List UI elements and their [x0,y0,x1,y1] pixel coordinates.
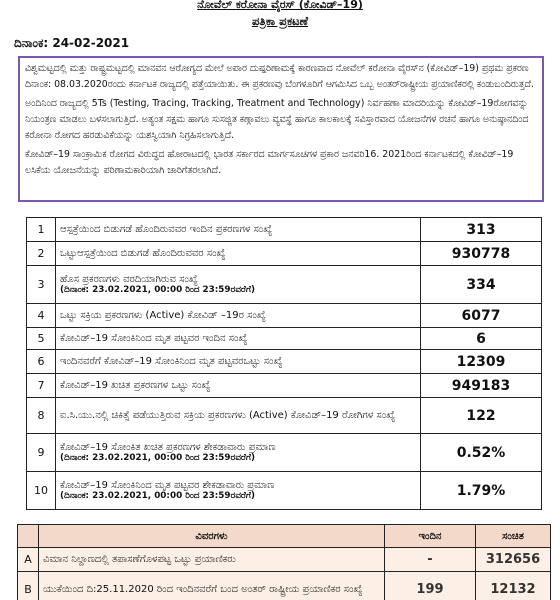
row-label-cell [56,266,421,304]
release-date: ದಿನಾಂಕ: 24-02-2021 [14,36,130,50]
row-number: 8 [27,398,56,434]
row-total-value: 312656 [476,548,551,572]
table-row [18,572,551,600]
row-label: ಕೋವಿಡ್–19 ಸೋಂಕಿತ ಖಚಿತ ಪ್ರಕರಣಗಳ ಶೇಕಡಾವಾರು ಪ್ರಮಾಣ [60,442,276,453]
column-header [18,525,39,548]
row-number: 10 [27,472,56,510]
row-value: 6077 [421,304,542,328]
intro-paragraph: ಅಂದಿನಿಂದ ರಾಜ್ಯದಲ್ಲಿ 5Ts (Testing, Tracing, Tracking, Treatment and Technology) ನಿರ್ವಹಣಾ ಮಾದರಿಯನ್ನು ಕೋವಿಡ್–19ರೋಗವನ್ನು ನಿಯಂತ್ರಣ ಮಾಡಲು ಬಳಸಲಾಗುತ್ತಿದೆ. ಅತ್ಯಂತ ಸಕ್ಷಮ ಹಾಗೂ ಸುಸಜ್ಜಿತ ಕಣ್ಗಾವಲು ವ್ಯವಸ್ಥೆ ಹಾಗೂ ಕಾಲಕಾಲಕ್ಕೆ ಸವಿಸ್ತಾರವಾದ ಯೋಜನೆಗಳ ರಚನೆ ಹಾಗೂ ಅನುಷ್ಠಾನದಿಂದ ಕರೋನಾ ರೋಗದ ಹರಡುವಿಕೆಯನ್ನು ಯಶಸ್ವಿಯಾಗಿ ನಿಗ್ರಹಿಸಲಾಗುತ್ತಿದೆ. [25,98,529,141]
row-label: ವಿಮಾನ ನಿಲ್ದಾಣದಲ್ಲಿ ತಪಾಸಣೆಗೊಳಪಟ್ಟ ಒಟ್ಟು ಪ್ರಯಾಣಿಕರು [39,548,385,572]
table-header-row [18,525,551,548]
row-number: 4 [27,304,56,328]
row-value: 313 [421,218,542,242]
row-date-range: (ದಿನಾಂಕ: 23.02.2021, 00:00 ರಿಂದ 23:59ರವರೆಗೆ) [60,285,255,295]
row-value: 122 [421,398,542,434]
table-row [27,398,542,434]
row-number: 5 [27,328,56,350]
row-value: 949183 [421,374,542,398]
travel-table [17,524,551,600]
row-date-range: (ದಿನಾಂಕ: 23.02.2021, 00:00 ರಿಂದ 23:59ರವರೆಗೆ) [60,491,255,501]
row-value: 0.52% [421,434,542,472]
intro-paragraph: ಕೋವಿಡ್–19 ಸಾಂಕ್ರಾಮಿಕ ರೋಗದ ವಿರುದ್ಧದ ಹೋರಾಟದಲ್ಲಿ ಭಾರತ ಸರ್ಕಾರದ ಮಾರ್ಗಸೂಚಿಗಳ ಪ್ರಕಾರ ಜನವರಿ16. 2021ರಿಂದ ಕರ್ನಾಟಕದಲ್ಲಿ ಕೋವಿಡ್–19 ಲಸಿಕೆಯ ಯೋಜನೆಯನ್ನು ಪರಿಣಾಮಕಾರಿಯಾಗಿ ಜಾರಿಗೆತರಲಾಗಿದೆ. [25,149,514,176]
row-number: 3 [27,266,56,304]
row-label: ಒಟ್ಟು ಸಕ್ರಿಯ ಪ್ರಕರಣಗಳು (Active) ಕೋವಿಡ್ –19ರ ಸಂಖ್ಯೆ [56,304,421,328]
row-value: 1.79% [421,472,542,510]
row-number: 7 [27,374,56,398]
row-value: 334 [421,266,542,304]
row-number: 2 [27,242,56,266]
row-label-cell [56,472,421,510]
intro-box [18,56,544,202]
table-row [27,304,542,328]
row-label-cell [56,434,421,472]
page-title: ನೋವೆಲ್ ಕರೋನಾ ವೈರಸ್ (ಕೋವಿಡ್–19) [197,0,363,11]
row-total-value: 12132 [476,572,551,600]
column-header: ಸಂಚಿತ [476,525,551,548]
row-date-range: (ದಿನಾಂಕ: 23.02.2021, 00:00 ರಿಂದ 23:59ರವರೆಗೆ) [60,453,255,463]
intro-paragraph: ವಿಶ್ವಮಟ್ಟದಲ್ಲಿ ಮತ್ತು ರಾಷ್ಟ್ರಮಟ್ಟದಲ್ಲಿ ಮಾನವನ ಆರೋಗ್ಯದ ಮೇಲೆ ಅಪಾರ ದುಷ್ಪರಿಣಾಮಕ್ಕೆ ಕಾರಣವಾದ ನೋವೆಲ್ ಕರೋನಾ ವೈರಸ್‌ನ (ಕೋವಿಡ್–19) ಪ್ರಥಮ ಪ್ರಕರಣ ದಿನಾಂಕ: 08.03.2020ರಂದು ಕರ್ನಾಟಕ ರಾಜ್ಯದಲ್ಲಿ ಪತ್ತೆಯಾಯಿತು. ಈ ಪ್ರಕರಣವು ಬೆಂಗಳೂರಿಗೆ ಆಗಮಿಸಿದ ಒಬ್ಬ ಅಂತರ್‌ರಾಷ್ಟ್ರೀಯ ಪ್ರಯಾಣಿಕರಲ್ಲಿ ಕಂಡುಬಂದಿರುತ್ತದೆ. [25,63,534,90]
row-label: ಕೋವಿಡ್–19 ಖಚಿತ ಪ್ರಕರಣಗಳ ಒಟ್ಟು ಸಂಖ್ಯೆ [56,374,421,398]
row-label: ಕೋವಿಡ್–19 ಸೋಂಕಿನಿಂದ ಮೃತ ಪಟ್ಟವರ ಇಂದಿನ ಸಂಖ್ಯೆ [56,328,421,350]
table-row [27,472,542,510]
row-label: ಕೋವಿಡ್–19 ಸೋಂಕಿನಿಂದ ಮೃತ ಪಟ್ಟವರ ಶೇಕಡಾವಾರು ಪ್ರಮಾಣ [60,480,275,491]
row-number: 1 [27,218,56,242]
row-number: 9 [27,434,56,472]
row-letter: B [18,572,39,600]
page-subtitle: ಪತ್ರಿಕಾ ಪ್ರಕಟಣೆ [251,14,309,28]
row-label: ಒಟ್ಟುಆಸ್ಪತ್ರೆಯಿಂದ ಬಿಡುಗಡೆ ಹೊಂದಿರುವವರ ಸಂಖ್ಯೆ [56,242,421,266]
table-row [27,374,542,398]
table-row [27,266,542,304]
row-value: 930778 [421,242,542,266]
table-row [27,434,542,472]
row-letter: A [18,548,39,572]
row-number: 6 [27,350,56,374]
row-label: ಯುಕೆಯಿಂದ ದಿ:25.11.2020 ರಿಂದ ಇಂದಿನವರೆಗೆ ಬಂದ ಅಂತರ್ ರಾಷ್ಟ್ರೀಯ ಪ್ರಯಾಣಿಕರ ಸಂಖ್ಯೆ [39,572,385,600]
table-row [27,242,542,266]
row-label: ಐ.ಸಿ.ಯು.ನಲ್ಲಿ ಚಿಕಿತ್ಸೆ ಪಡೆಯುತ್ತಿರುವ ಸಕ್ರಿಯ ಪ್ರಕರಣಗಳು (Active) ಕೋವಿಡ್–19 ರೋಗಿಗಳ ಸಂಖ್ಯೆ [56,398,421,434]
table-row [27,328,542,350]
row-label: ಇಂದಿನವರೆಗೆ ಕೋವಿಡ್–19 ಸೋಂಕಿನಿಂದ ಮೃತ ಪಟ್ಟವರಒಟ್ಟು ಸಂಖ್ಯೆ [56,350,421,374]
column-header: ವಿವರಗಳು [39,525,385,548]
row-today-value: - [385,548,476,572]
row-label: ಆಸ್ಪತ್ರೆಯಿಂದ ಬಿಡುಗಡೆ ಹೊಂದಿರುವವರ ಇಂದಿನ ಪ್ರಕರಣಗಳ ಸಂಖ್ಯೆ [56,218,421,242]
row-today-value: 199 [385,572,476,600]
stats-table [26,217,542,510]
table-row [27,350,542,374]
row-label: ಹೊಸ ಪ್ರಕರಣಗಳು ವರದಿಯಾಗಿರುವ ಸಂಖ್ಯೆ [60,274,198,285]
column-header: ಇಂದಿನ [385,525,476,548]
table-row [18,548,551,572]
row-value: 12309 [421,350,542,374]
row-value: 6 [421,328,542,350]
table-row [27,218,542,242]
